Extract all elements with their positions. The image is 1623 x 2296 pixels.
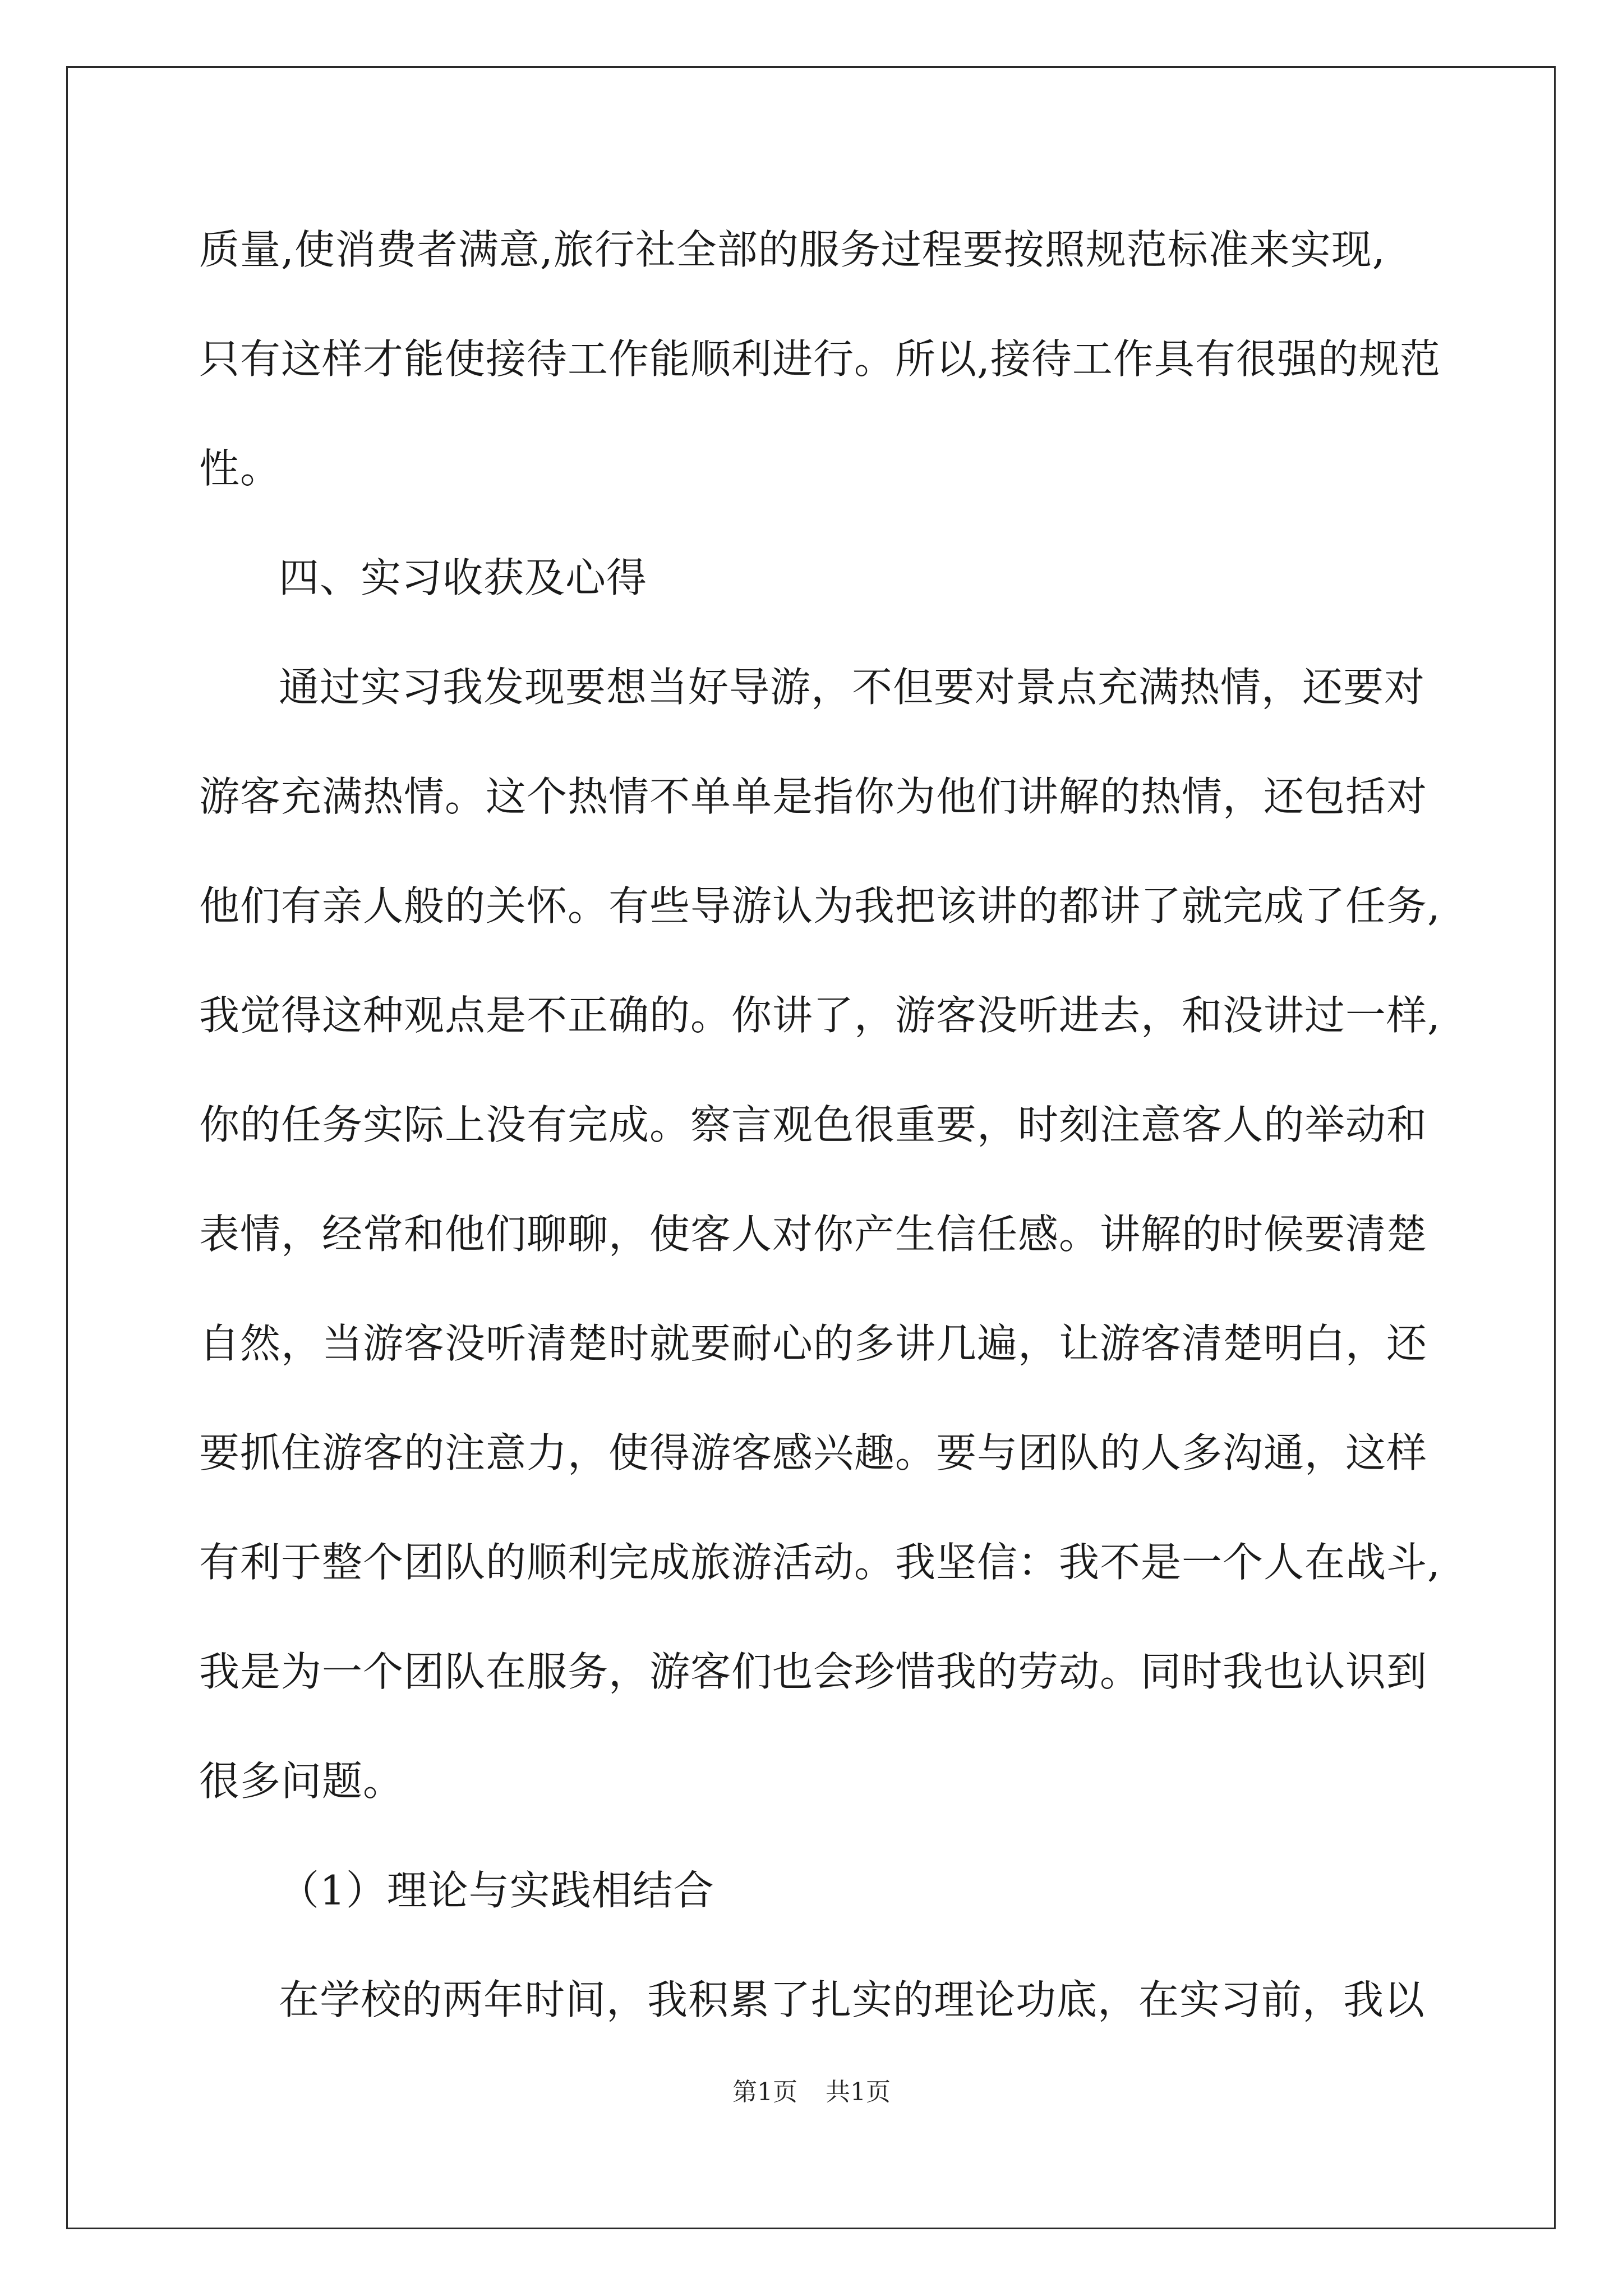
text-line: 有利于整个团队的顺利完成旅游活动。我坚信：我不是一个人在战斗,: [199, 1539, 1441, 1586]
subsection-heading: （1）理论与实践相结合: [279, 1867, 714, 1914]
text-line: 要抓住游客的注意力，使得游客感兴趣。要与团队的人多沟通，这样: [199, 1429, 1428, 1476]
text-line: 在学校的两年时间，我积累了扎实的理论功底，在实习前，我以: [279, 1976, 1426, 2023]
text-line: 表情，经常和他们聊聊，使客人对你产生信任感。讲解的时候要清楚: [199, 1211, 1428, 1258]
text-line: 只有这样才能使接待工作能顺利进行。所以,接待工作具有很强的规范: [199, 335, 1441, 383]
text-line: 质量,使消费者满意,旅行社全部的服务过程要按照规范标准来实现,: [199, 226, 1386, 273]
text-line: 我觉得这种观点是不正确的。你讲了，游客没听进去，和没讲过一样,: [199, 992, 1441, 1039]
page-total: 共1页: [826, 2078, 891, 2106]
text-line: 你的任务实际上没有完成。察言观色很重要，时刻注意客人的举动和: [199, 1101, 1428, 1148]
text-line: 游客充满热情。这个热情不单单是指你为他们讲解的热情，还包括对: [199, 773, 1428, 820]
text-line: 他们有亲人般的关怀。有些导游认为我把该讲的都讲了就完成了任务,: [199, 882, 1441, 930]
text-line: 自然，当游客没听清楚时就要耐心的多讲几遍，让游客清楚明白，还: [199, 1320, 1428, 1367]
text-line: 很多问题。: [199, 1757, 404, 1805]
text-line: 我是为一个团队在服务，游客们也会珍惜我的劳动。同时我也认识到: [199, 1648, 1428, 1695]
section-heading: 四、实习收获及心得: [279, 554, 648, 601]
page-number: 第1页: [732, 2078, 797, 2106]
text-line: 通过实习我发现要想当好导游，不但要对景点充满热情，还要对: [279, 664, 1426, 711]
text-line: 性。: [199, 445, 282, 492]
page-footer: [0, 2076, 1623, 2109]
